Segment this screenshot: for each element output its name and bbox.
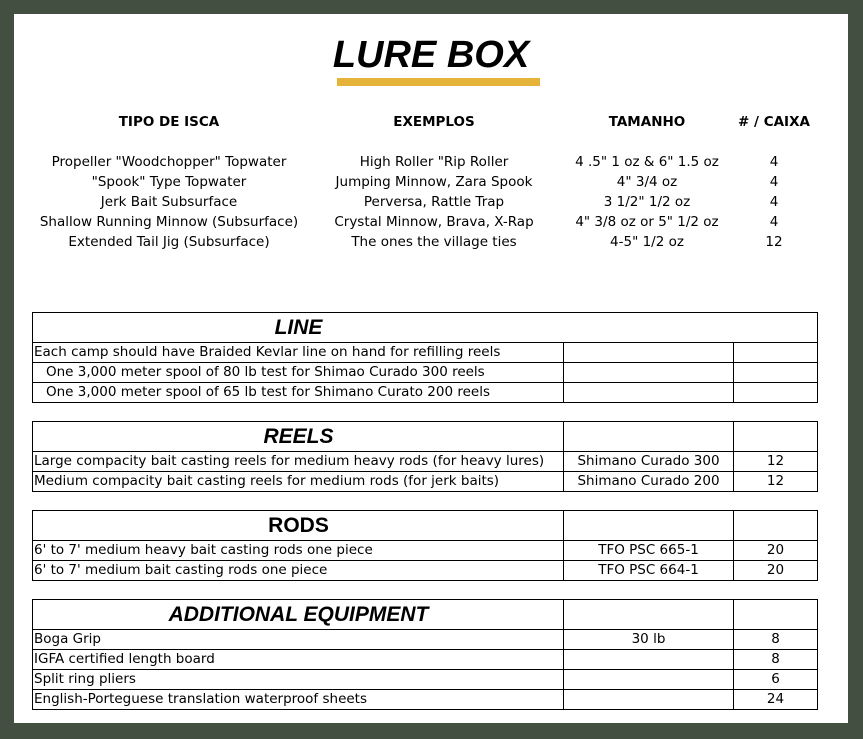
- lure-example: Crystal Minnow, Brava, X-Rap: [334, 214, 534, 230]
- lure-count: 12: [765, 234, 783, 250]
- lure-size: 4" 3/8 oz or 5" 1/2 oz: [575, 214, 719, 230]
- table-row: [33, 669, 817, 689]
- header-exemplos: EXEMPLOS: [393, 114, 475, 130]
- lure-size: 4" 3/4 oz: [616, 174, 678, 190]
- additional-section-title: ADDITIONAL EQUIPMENT: [168, 603, 429, 626]
- item-model: Shimano Curado 200: [563, 472, 733, 491]
- title-underline: [337, 78, 540, 86]
- table-row: [33, 362, 817, 382]
- item-quantity: 6: [733, 670, 817, 689]
- header-blank-cell: [733, 511, 817, 540]
- item-description: Split ring pliers: [34, 671, 136, 687]
- lure-example: Jumping Minnow, Zara Spook: [335, 174, 533, 190]
- item-model: [563, 383, 733, 402]
- reels-section-title: REELS: [263, 425, 334, 448]
- header-tipo: TIPO DE ISCA: [118, 114, 220, 130]
- reels-table: [32, 421, 818, 492]
- item-model: [563, 650, 733, 669]
- lure-type: Propeller "Woodchopper" Topwater: [51, 154, 287, 170]
- item-quantity: 20: [733, 561, 817, 580]
- item-quantity: [733, 363, 817, 382]
- lure-type: Extended Tail Jig (Subsurface): [68, 234, 270, 250]
- item-description: One 3,000 meter spool of 80 lb test for Shimao Curado 300 reels: [46, 364, 485, 380]
- lure-table-header: [14, 114, 848, 134]
- page-title: LURE BOX: [332, 34, 530, 76]
- item-quantity: 8: [733, 650, 817, 669]
- header-blank-cell: [563, 422, 733, 451]
- header-blank-cell: [733, 422, 817, 451]
- item-model: 30 lb: [563, 630, 733, 649]
- item-description: 6' to 7' medium bait casting rods one piece: [34, 562, 328, 578]
- lure-example: Perversa, Rattle Trap: [363, 194, 505, 210]
- table-row: [33, 471, 817, 491]
- lure-count: 4: [769, 154, 779, 170]
- item-description: Large compacity bait casting reels for medium heavy rods (for heavy lures): [34, 453, 545, 469]
- lure-size: 4 .5" 1 oz & 6" 1.5 oz: [575, 154, 719, 170]
- lure-row: [14, 194, 848, 214]
- header-blank-cell: [563, 511, 733, 540]
- line-section-header: [33, 313, 817, 342]
- item-model: Shimano Curado 300: [563, 452, 733, 471]
- item-description: Medium compacity bait casting reels for medium rods (for jerk baits): [34, 473, 500, 489]
- item-description: Boga Grip: [34, 631, 101, 647]
- rods-section-header: [33, 511, 817, 540]
- lure-count: 4: [769, 194, 779, 210]
- item-description: Each camp should have Braided Kevlar line on hand for refilling reels: [34, 344, 501, 360]
- table-row: [33, 689, 817, 709]
- lure-size: 3 1/2" 1/2 oz: [603, 194, 691, 210]
- item-model: [563, 690, 733, 709]
- item-model: [563, 343, 733, 362]
- item-quantity: [733, 383, 817, 402]
- reels-section-header: [33, 422, 817, 451]
- item-model: TFO PSC 665-1: [563, 541, 733, 560]
- lure-type: "Spook" Type Topwater: [91, 174, 247, 190]
- lure-row: [14, 234, 848, 254]
- item-description: IGFA certified length board: [34, 651, 215, 667]
- table-row: [33, 342, 817, 362]
- lure-type: Jerk Bait Subsurface: [100, 194, 238, 210]
- header-blank-cell: [563, 600, 733, 629]
- header-caixa: # / CAIXA: [738, 114, 810, 130]
- item-model: TFO PSC 664-1: [563, 561, 733, 580]
- item-description: 6' to 7' medium heavy bait casting rods one piece: [34, 542, 373, 558]
- line-section-title: LINE: [274, 316, 323, 339]
- table-row: [33, 451, 817, 471]
- item-description: One 3,000 meter spool of 65 lb test for Shimano Curato 200 reels: [46, 384, 490, 400]
- line-table: [32, 312, 818, 403]
- lure-row: [14, 214, 848, 234]
- additional-equipment-table: [32, 599, 818, 710]
- item-quantity: 12: [733, 472, 817, 491]
- item-description: English-Porteguese translation waterproof sheets: [34, 691, 368, 707]
- item-model: [563, 670, 733, 689]
- table-row: [33, 629, 817, 649]
- item-quantity: [733, 343, 817, 362]
- table-row: [33, 540, 817, 560]
- header-tamanho: TAMANHO: [608, 114, 686, 130]
- table-row: [33, 649, 817, 669]
- lure-type: Shallow Running Minnow (Subsurface): [39, 214, 299, 230]
- lure-example: The ones the village ties: [351, 234, 517, 250]
- lure-row: [14, 154, 848, 174]
- table-row: [33, 560, 817, 580]
- lure-size: 4-5" 1/2 oz: [610, 234, 684, 250]
- table-row: [33, 382, 817, 402]
- lure-example: High Roller "Rip Roller: [359, 154, 509, 170]
- item-model: [563, 363, 733, 382]
- item-quantity: 12: [733, 452, 817, 471]
- rods-section-title: RODS: [268, 514, 329, 537]
- additional-section-header: [33, 600, 817, 629]
- item-quantity: 24: [733, 690, 817, 709]
- header-blank-cell: [733, 600, 817, 629]
- document-page: [14, 14, 848, 723]
- lure-count: 4: [769, 174, 779, 190]
- lure-row: [14, 174, 848, 194]
- item-quantity: 8: [733, 630, 817, 649]
- item-quantity: 20: [733, 541, 817, 560]
- lure-count: 4: [769, 214, 779, 230]
- rods-table: [32, 510, 818, 581]
